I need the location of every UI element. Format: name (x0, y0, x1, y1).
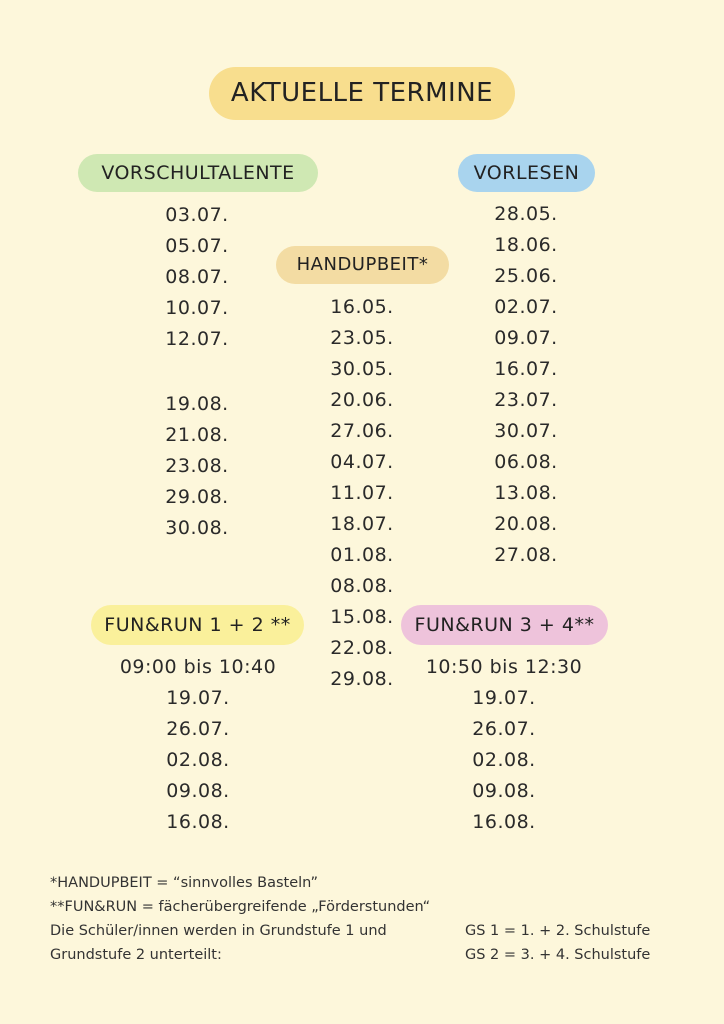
date-item: 12.07. (165, 328, 229, 350)
date-item: 18.06. (494, 234, 558, 256)
date-item: 29.08. (330, 668, 394, 690)
date-item: 30.07. (494, 420, 558, 442)
funrun-1-2-heading: FUN&RUN 1 + 2 ** (91, 605, 304, 645)
date-item: 02.08. (166, 749, 230, 771)
date-item: 20.06. (330, 389, 394, 411)
date-item: 19.07. (472, 687, 536, 709)
date-item: 26.07. (472, 718, 536, 740)
date-item: 11.07. (330, 482, 394, 504)
handupbeit-heading: HANDUPBEIT* (276, 246, 449, 284)
date-item: 29.08. (165, 486, 229, 508)
footnote-split-line2: Grundstufe 2 unterteilt: (50, 947, 222, 963)
date-item: 23.05. (330, 327, 394, 349)
date-item: 25.06. (494, 265, 558, 287)
vorschultalente-date-list (147, 200, 247, 544)
date-item: 09.08. (472, 780, 536, 802)
date-item: 02.07. (494, 296, 558, 318)
date-item: 18.07. (330, 513, 394, 535)
page-title: AKTUELLE TERMINE (209, 67, 515, 120)
funrun-1-2-date-list (100, 652, 296, 838)
date-item: 30.08. (165, 517, 229, 539)
funrun-3-4-heading: FUN&RUN 3 + 4** (401, 605, 608, 645)
date-item: 16.07. (494, 358, 558, 380)
vorlesen-heading: VORLESEN (458, 154, 595, 192)
date-item: 23.07. (494, 389, 558, 411)
date-item: 06.08. (494, 451, 558, 473)
footnote-gs1: GS 1 = 1. + 2. Schulstufe (465, 923, 651, 939)
date-gap (147, 355, 247, 389)
date-item: 15.08. (330, 606, 394, 628)
date-item: 27.06. (330, 420, 394, 442)
date-item: 10.07. (165, 297, 229, 319)
footnote-split-line1: Die Schüler/innen werden in Grundstufe 1 und (50, 923, 387, 939)
date-item: 23.08. (165, 455, 229, 477)
date-item: 21.08. (165, 424, 229, 446)
date-item: 02.08. (472, 749, 536, 771)
date-item: 09.07. (494, 327, 558, 349)
date-item: 19.08. (165, 393, 229, 415)
vorlesen-date-list (476, 199, 576, 571)
time-range: 10:50 bis 12:30 (425, 656, 583, 678)
date-item: 05.07. (165, 235, 229, 257)
date-item: 22.08. (330, 637, 394, 659)
footnote-funrun: **FUN&RUN = fächerübergreifende „Förderstunden“ (50, 899, 431, 915)
date-item: 16.05. (330, 296, 394, 318)
date-item: 13.08. (494, 482, 558, 504)
date-item: 28.05. (494, 203, 558, 225)
vorschultalente-heading: VORSCHULTALENTE (78, 154, 318, 192)
date-item: 04.07. (330, 451, 394, 473)
date-item: 27.08. (494, 544, 558, 566)
date-item: 16.08. (472, 811, 536, 833)
date-item: 03.07. (165, 204, 229, 226)
date-item: 01.08. (330, 544, 394, 566)
date-item: 08.08. (330, 575, 394, 597)
handupbeit-date-list (312, 292, 412, 695)
date-item: 16.08. (166, 811, 230, 833)
date-item: 08.07. (165, 266, 229, 288)
date-item: 26.07. (166, 718, 230, 740)
date-item: 19.07. (166, 687, 230, 709)
footnote-gs2: GS 2 = 3. + 4. Schulstufe (465, 947, 651, 963)
time-range: 09:00 bis 10:40 (119, 656, 277, 678)
date-item: 20.08. (494, 513, 558, 535)
funrun-3-4-date-list (406, 652, 602, 838)
date-item: 30.05. (330, 358, 394, 380)
date-item: 09.08. (166, 780, 230, 802)
footnote-handupbeit: *HANDUPBEIT = “sinnvolles Basteln” (50, 875, 319, 891)
